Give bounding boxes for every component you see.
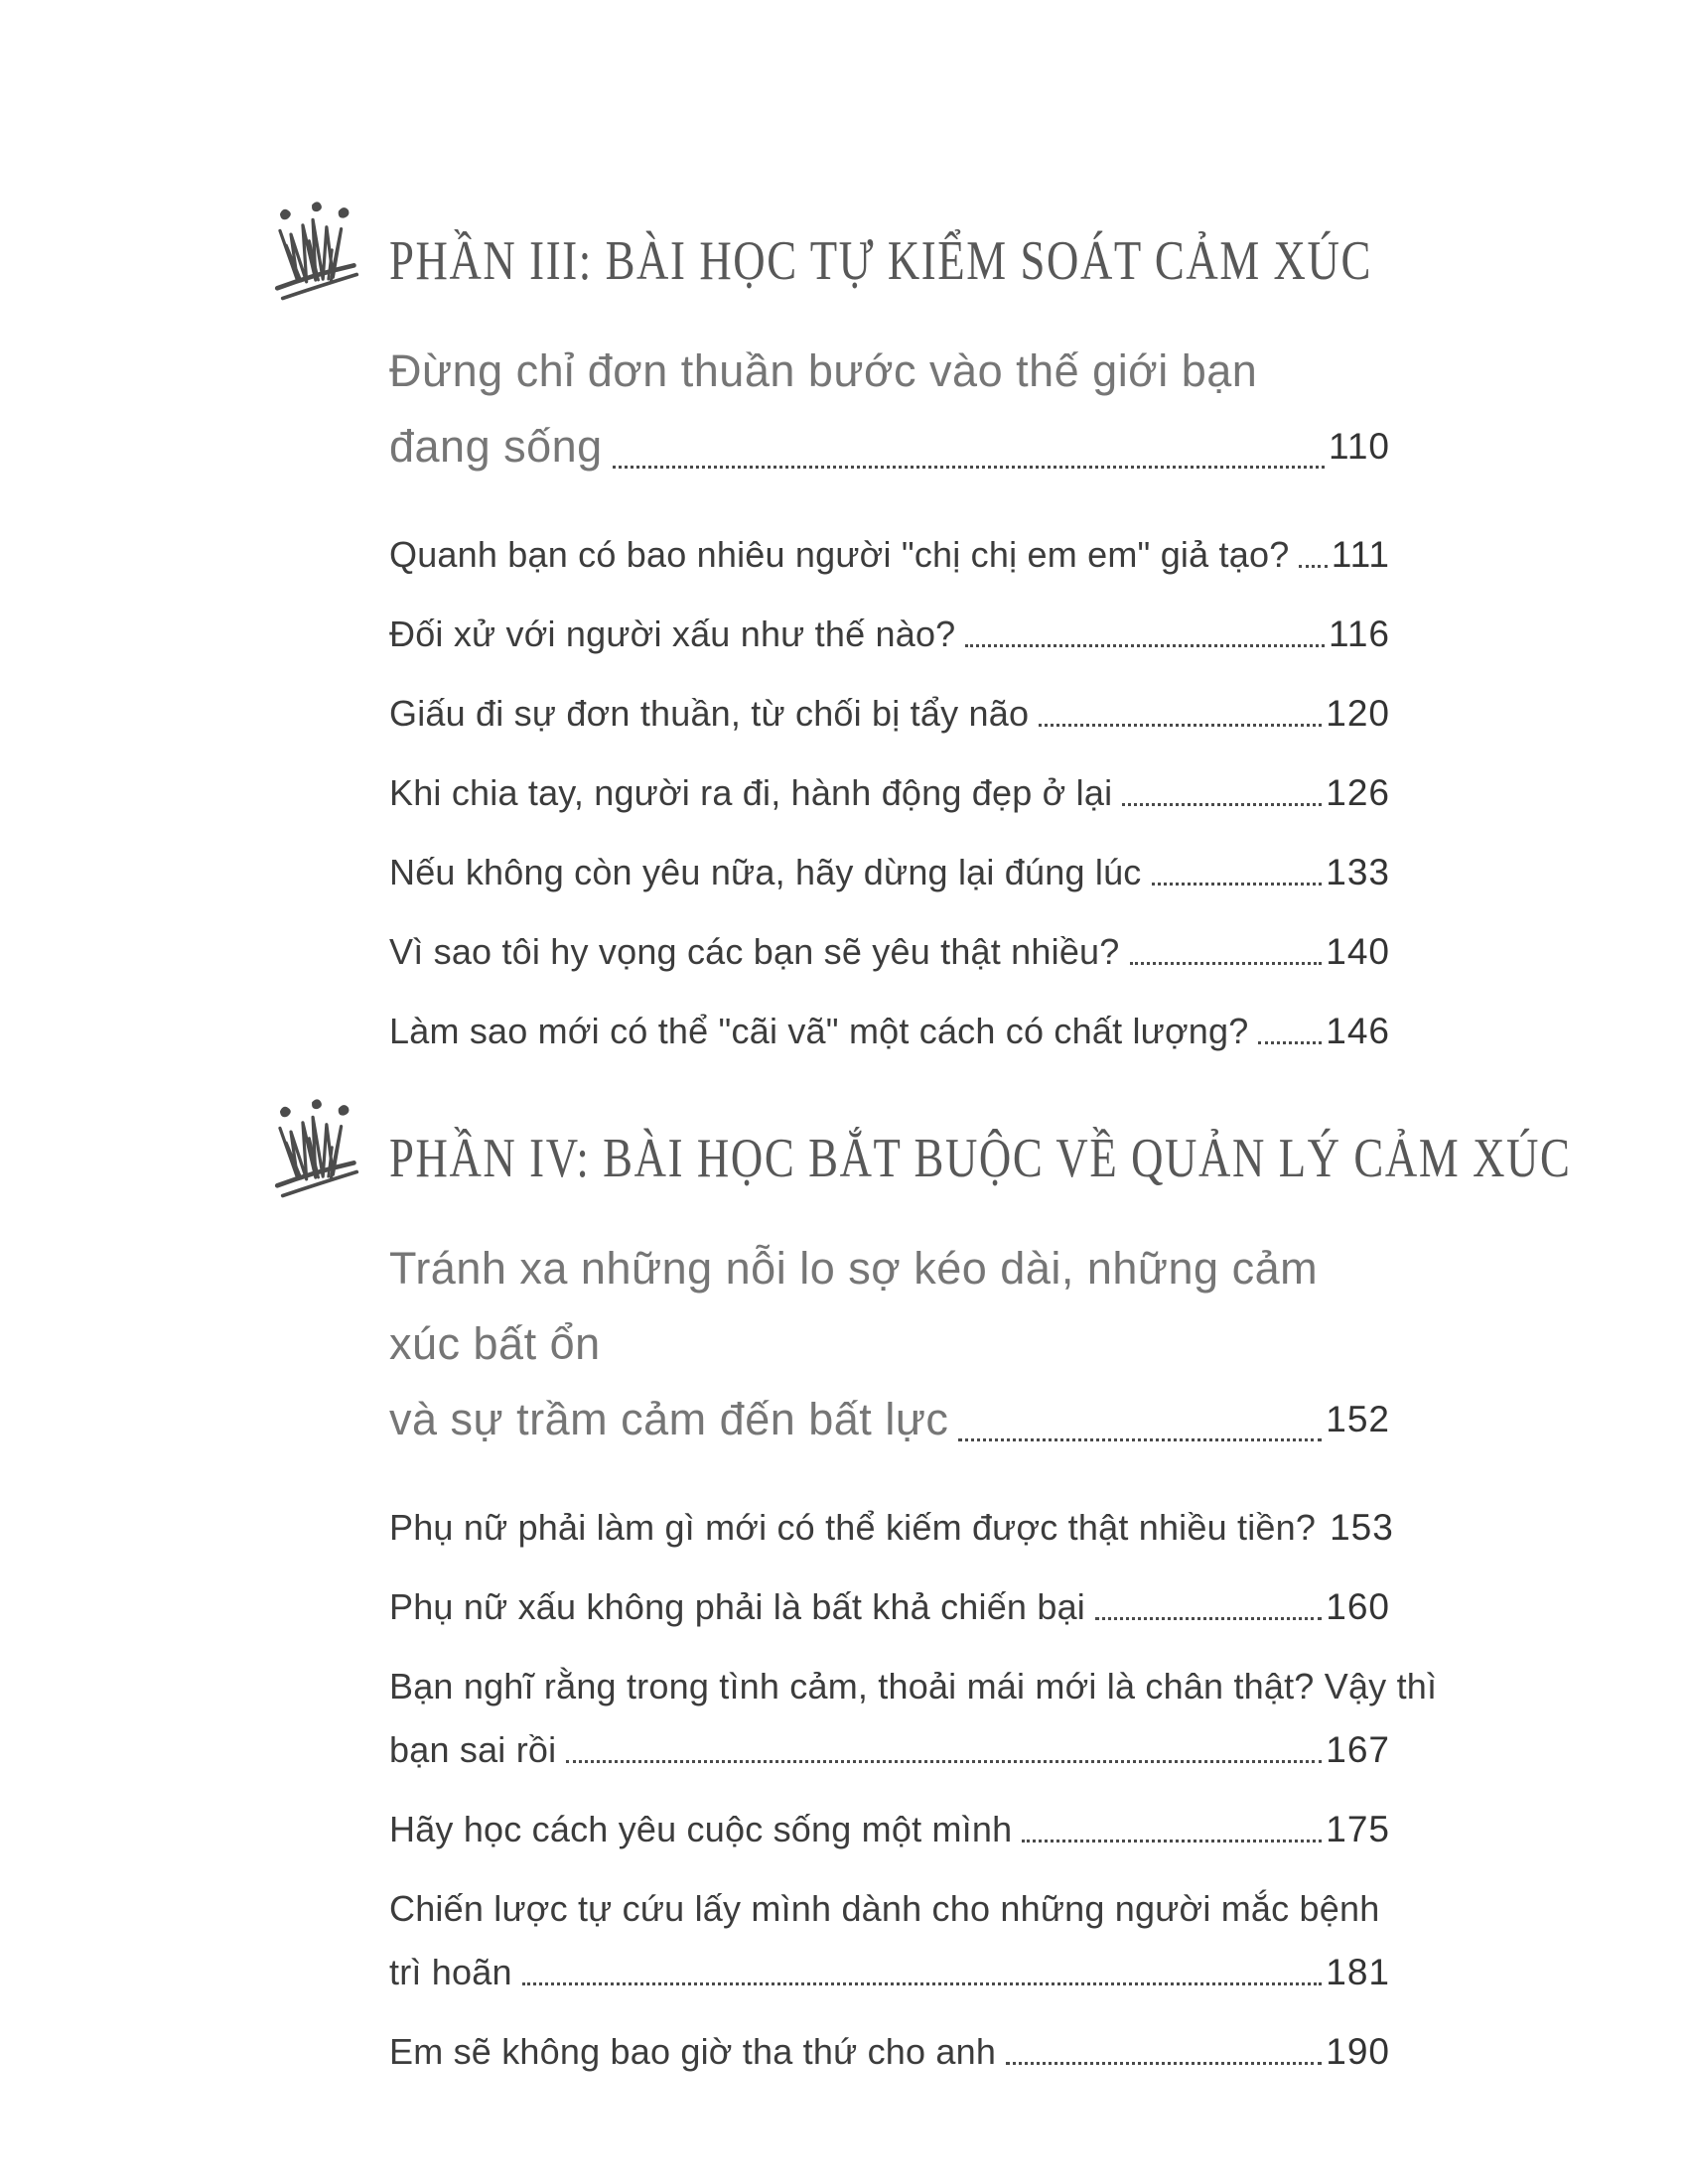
dotted-leader bbox=[613, 466, 1325, 469]
dotted-leader bbox=[1039, 724, 1322, 727]
page-number: 175 bbox=[1326, 1809, 1390, 1849]
dotted-leader bbox=[1122, 803, 1322, 806]
section-header bbox=[389, 1124, 1572, 1193]
dotted-leader bbox=[1299, 565, 1327, 568]
dotted-leader bbox=[1006, 2062, 1322, 2065]
dotted-leader bbox=[1095, 1617, 1322, 1620]
entry-title: Khi chia tay, người ra đi, hành động đẹp ở lại bbox=[389, 772, 1113, 813]
subtitle-line: đang sống bbox=[389, 421, 603, 472]
page-number: 133 bbox=[1326, 852, 1390, 892]
entry-title-line2: trì hoãn bbox=[389, 1952, 512, 1992]
crown-icon bbox=[268, 199, 359, 306]
page-number: 140 bbox=[1326, 931, 1390, 972]
page-number: 167 bbox=[1326, 1729, 1390, 1770]
entry-title-line2: bạn sai rồi bbox=[389, 1729, 557, 1770]
section-title: PHẦN IV: BÀI HỌC BẮT BUỘC VỀ QUẢN LÝ CẢM XÚC bbox=[389, 1128, 1572, 1189]
page-number: 111 bbox=[1331, 534, 1390, 575]
dotted-leader bbox=[566, 1760, 1322, 1763]
subtitle-leader-row bbox=[389, 409, 1390, 484]
toc-entry bbox=[389, 2027, 1390, 2077]
subtitle-line: Tránh xa những nỗi lo sợ kéo dài, những cảm xúc bất ổn bbox=[389, 1243, 1319, 1369]
entry-title: Vì sao tôi hy vọng các bạn sẽ yêu thật nhiều? bbox=[389, 931, 1120, 972]
toc-entry bbox=[389, 1805, 1390, 1854]
toc-entry bbox=[389, 530, 1390, 580]
entry-title: Giấu đi sự đơn thuần, từ chối bị tẩy não bbox=[389, 693, 1030, 734]
entry-list bbox=[389, 1503, 1438, 2077]
subtitle-line: Đừng chỉ đơn thuần bước vào thế giới bạn bbox=[389, 345, 1258, 396]
dotted-leader bbox=[965, 644, 1325, 647]
toc-entry bbox=[389, 848, 1390, 897]
crown-icon bbox=[268, 1096, 359, 1203]
section-subtitle bbox=[389, 334, 1390, 484]
entry-title: Quanh bạn có bao nhiêu người "chị chị em em" giả tạo? bbox=[389, 534, 1290, 575]
entry-title: Hãy học cách yêu cuộc sống một mình bbox=[389, 1809, 1013, 1849]
entry-title-line1: Chiến lược tự cứu lấy mình dành cho những người mắc bệnh bbox=[389, 1888, 1380, 1929]
subtitle-line: và sự trầm cảm đến bất lực bbox=[389, 1394, 949, 1444]
dotted-leader bbox=[1130, 962, 1323, 965]
toc-entry bbox=[389, 689, 1390, 739]
dotted-leader bbox=[958, 1438, 1322, 1441]
toc-entry bbox=[389, 1662, 1438, 1775]
entry-title-line1: Bạn nghĩ rằng trong tình cảm, thoải mái mới là chân thật? Vậy thì bbox=[389, 1666, 1438, 1706]
entry-title: Nếu không còn yêu nữa, hãy dừng lại đúng lúc bbox=[389, 852, 1142, 892]
section-header bbox=[389, 226, 1390, 296]
entry-title: Em sẽ không bao giờ tha thứ cho anh bbox=[389, 2031, 997, 2072]
toc-entry bbox=[389, 1884, 1390, 1997]
section-subtitle bbox=[389, 1231, 1390, 1457]
page-number: 110 bbox=[1329, 426, 1390, 467]
page-number: 146 bbox=[1326, 1011, 1390, 1051]
dotted-leader bbox=[1022, 1840, 1322, 1843]
toc-entry bbox=[389, 1007, 1390, 1056]
subtitle-leader-row bbox=[389, 1382, 1390, 1457]
dotted-leader bbox=[1258, 1041, 1322, 1044]
page-number: 160 bbox=[1326, 1586, 1390, 1627]
dotted-leader bbox=[1152, 883, 1323, 886]
page-number: 152 bbox=[1326, 1399, 1390, 1439]
toc-entry bbox=[389, 610, 1390, 659]
entry-title: Đối xử với người xấu như thế nào? bbox=[389, 614, 956, 654]
page-number: 126 bbox=[1326, 772, 1390, 813]
entry-title: Phụ nữ xấu không phải là bất khả chiến bại bbox=[389, 1586, 1085, 1627]
page-number: 120 bbox=[1326, 693, 1390, 734]
toc-section-3 bbox=[389, 226, 1390, 1056]
toc-entry bbox=[389, 768, 1390, 818]
toc-entry bbox=[389, 927, 1390, 977]
toc-section-4 bbox=[389, 1124, 1572, 2077]
entry-list bbox=[389, 530, 1390, 1056]
toc-entry bbox=[389, 1503, 1394, 1553]
page-number: 181 bbox=[1326, 1952, 1390, 1992]
page-number: 116 bbox=[1329, 614, 1390, 654]
entry-title: Làm sao mới có thể "cãi vã" một cách có chất lượng? bbox=[389, 1011, 1249, 1051]
section-title: PHẦN III: BÀI HỌC TỰ KIỂM SOÁT CẢM XÚC bbox=[389, 230, 1372, 292]
entry-title: Phụ nữ phải làm gì mới có thể kiếm được thật nhiều tiền? bbox=[389, 1507, 1317, 1548]
page-number: 190 bbox=[1326, 2031, 1390, 2072]
dotted-leader bbox=[522, 1982, 1323, 1985]
toc-entry bbox=[389, 1582, 1390, 1632]
page-number: 153 bbox=[1330, 1507, 1394, 1548]
